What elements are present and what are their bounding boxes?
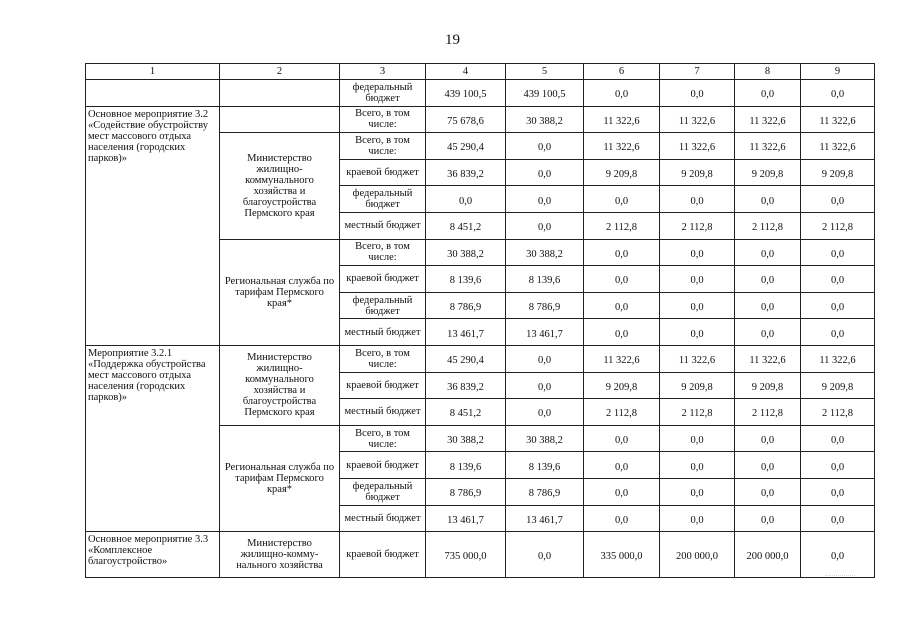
source-cell: Всего, в том числе: [340, 345, 426, 372]
source-cell: Всего, в том числе: [340, 106, 426, 133]
scan-artifact [825, 575, 855, 579]
value-cell: 11 322,6 [801, 133, 875, 160]
value-cell: 11 322,6 [660, 106, 735, 133]
source-cell: краевой бюджет [340, 372, 426, 399]
value-cell: 0,0 [801, 505, 875, 532]
value-cell: 0,0 [584, 80, 660, 107]
value-cell: 0,0 [506, 345, 584, 372]
column-header: 9 [801, 64, 875, 80]
value-cell: 0,0 [801, 266, 875, 293]
value-cell: 11 322,6 [801, 106, 875, 133]
value-cell: 8 786,9 [426, 292, 506, 319]
value-cell: 0,0 [735, 478, 801, 505]
executor-cell-empty [220, 106, 340, 133]
value-cell: 8 139,6 [426, 452, 506, 479]
value-cell: 8 786,9 [506, 292, 584, 319]
source-cell: местный бюджет [340, 399, 426, 426]
measure-cell: Основное мероприятие 3.2 «Содействие обустройству мест массового отдыха населения (городских парков)» [86, 106, 220, 345]
value-cell: 13 461,7 [426, 505, 506, 532]
value-cell: 0,0 [735, 425, 801, 452]
source-cell: местный бюджет [340, 319, 426, 346]
value-cell: 8 139,6 [506, 266, 584, 293]
executor-cell: Региональная служба по тарифам Пермского края* [220, 425, 340, 531]
value-cell: 8 786,9 [426, 478, 506, 505]
value-cell: 0,0 [801, 478, 875, 505]
value-cell: 11 322,6 [584, 345, 660, 372]
value-cell: 11 322,6 [584, 133, 660, 160]
value-cell: 0,0 [584, 478, 660, 505]
value-cell: 2 112,8 [801, 212, 875, 239]
value-cell: 30 388,2 [426, 425, 506, 452]
executor-cell: Министерство жилищно-коммунального хозяйства и благоустройства Пермского края [220, 133, 340, 239]
value-cell: 11 322,6 [584, 106, 660, 133]
source-cell: федеральный бюджет [340, 292, 426, 319]
value-cell: 335 000,0 [584, 532, 660, 578]
budget-table [85, 63, 875, 578]
value-cell: 0,0 [801, 425, 875, 452]
value-cell: 11 322,6 [660, 345, 735, 372]
value-cell: 0,0 [506, 186, 584, 213]
value-cell: 30 388,2 [506, 106, 584, 133]
value-cell: 0,0 [584, 266, 660, 293]
value-cell: 439 100,5 [506, 80, 584, 107]
value-cell: 0,0 [735, 186, 801, 213]
value-cell: 11 322,6 [801, 345, 875, 372]
source-cell: краевой бюджет [340, 266, 426, 293]
value-cell: 0,0 [506, 399, 584, 426]
measure-cell: Мероприятие 3.2.1 «Поддержка обустройства мест массового отдыха населения (городских парков)» [86, 345, 220, 531]
value-cell: 11 322,6 [735, 345, 801, 372]
value-cell: 9 209,8 [735, 372, 801, 399]
value-cell: 30 388,2 [506, 239, 584, 266]
column-header: 1 [86, 64, 220, 80]
table-row [86, 80, 875, 107]
source-cell: федеральный бюджет [340, 80, 426, 107]
value-cell: 9 209,8 [584, 372, 660, 399]
value-cell: 36 839,2 [426, 159, 506, 186]
value-cell: 2 112,8 [584, 399, 660, 426]
source-cell: местный бюджет [340, 505, 426, 532]
value-cell: 0,0 [801, 532, 875, 578]
value-cell: 30 388,2 [506, 425, 584, 452]
value-cell: 0,0 [660, 319, 735, 346]
value-cell: 735 000,0 [426, 532, 506, 578]
executor-cell: Министерство жилищно-коммунального хозяйства и благоустройства Пермского края [220, 345, 340, 425]
value-cell: 0,0 [735, 266, 801, 293]
value-cell: 45 290,4 [426, 345, 506, 372]
value-cell: 0,0 [584, 239, 660, 266]
value-cell: 9 209,8 [735, 159, 801, 186]
value-cell: 8 139,6 [506, 452, 584, 479]
value-cell: 0,0 [584, 186, 660, 213]
column-header: 8 [735, 64, 801, 80]
value-cell: 2 112,8 [660, 212, 735, 239]
value-cell: 8 451,2 [426, 399, 506, 426]
value-cell: 0,0 [584, 452, 660, 479]
value-cell: 2 112,8 [735, 212, 801, 239]
value-cell: 8 451,2 [426, 212, 506, 239]
value-cell: 9 209,8 [801, 159, 875, 186]
value-cell: 0,0 [584, 425, 660, 452]
source-cell: краевой бюджет [340, 159, 426, 186]
value-cell: 0,0 [584, 505, 660, 532]
value-cell: 13 461,7 [506, 505, 584, 532]
column-header: 3 [340, 64, 426, 80]
value-cell: 0,0 [660, 505, 735, 532]
value-cell: 0,0 [506, 212, 584, 239]
value-cell: 2 112,8 [660, 399, 735, 426]
value-cell: 0,0 [735, 319, 801, 346]
header-row [86, 64, 875, 80]
column-header: 2 [220, 64, 340, 80]
value-cell: 0,0 [801, 239, 875, 266]
value-cell: 0,0 [660, 186, 735, 213]
measure-cell: Основное мероприятие 3.3 «Комплексное благоустройство» [86, 532, 220, 578]
table-row [86, 106, 875, 133]
column-header: 5 [506, 64, 584, 80]
column-header: 7 [660, 64, 735, 80]
source-cell: Всего, в том числе: [340, 133, 426, 160]
value-cell: 0,0 [506, 133, 584, 160]
value-cell: 75 678,6 [426, 106, 506, 133]
value-cell: 0,0 [660, 266, 735, 293]
value-cell: 0,0 [801, 186, 875, 213]
value-cell: 2 112,8 [735, 399, 801, 426]
value-cell: 0,0 [735, 80, 801, 107]
column-header: 4 [426, 64, 506, 80]
value-cell: 8 139,6 [426, 266, 506, 293]
value-cell: 13 461,7 [426, 319, 506, 346]
value-cell: 13 461,7 [506, 319, 584, 346]
value-cell: 0,0 [801, 80, 875, 107]
source-cell: федеральный бюджет [340, 186, 426, 213]
value-cell: 200 000,0 [660, 532, 735, 578]
value-cell: 439 100,5 [426, 80, 506, 107]
value-cell: 45 290,4 [426, 133, 506, 160]
value-cell: 11 322,6 [660, 133, 735, 160]
value-cell: 0,0 [506, 159, 584, 186]
source-cell: местный бюджет [340, 212, 426, 239]
value-cell: 2 112,8 [801, 399, 875, 426]
value-cell: 0,0 [801, 452, 875, 479]
value-cell: 2 112,8 [584, 212, 660, 239]
executor-cell: Министерство жилищно-комму-нального хозяйства [220, 532, 340, 578]
value-cell: 0,0 [735, 505, 801, 532]
source-cell: федеральный бюджет [340, 478, 426, 505]
executor-cell: Региональная служба по тарифам Пермского края* [220, 239, 340, 345]
measure-cell-empty [86, 80, 220, 107]
value-cell: 0,0 [660, 425, 735, 452]
value-cell: 0,0 [660, 452, 735, 479]
source-cell: краевой бюджет [340, 452, 426, 479]
value-cell: 9 209,8 [584, 159, 660, 186]
value-cell: 9 209,8 [660, 372, 735, 399]
value-cell: 0,0 [506, 532, 584, 578]
source-cell: Всего, в том числе: [340, 425, 426, 452]
value-cell: 0,0 [584, 319, 660, 346]
table-row [86, 532, 875, 578]
executor-cell-empty [220, 80, 340, 107]
value-cell: 9 209,8 [660, 159, 735, 186]
value-cell: 36 839,2 [426, 372, 506, 399]
value-cell: 0,0 [735, 292, 801, 319]
value-cell: 30 388,2 [426, 239, 506, 266]
value-cell: 11 322,6 [735, 133, 801, 160]
value-cell: 0,0 [660, 478, 735, 505]
source-cell: Всего, в том числе: [340, 239, 426, 266]
value-cell: 200 000,0 [735, 532, 801, 578]
value-cell: 0,0 [735, 452, 801, 479]
value-cell: 0,0 [660, 292, 735, 319]
value-cell: 0,0 [660, 239, 735, 266]
source-cell: краевой бюджет [340, 532, 426, 578]
value-cell: 0,0 [426, 186, 506, 213]
value-cell: 0,0 [584, 292, 660, 319]
value-cell: 8 786,9 [506, 478, 584, 505]
value-cell: 11 322,6 [735, 106, 801, 133]
value-cell: 0,0 [660, 80, 735, 107]
value-cell: 9 209,8 [801, 372, 875, 399]
value-cell: 0,0 [801, 319, 875, 346]
value-cell: 0,0 [801, 292, 875, 319]
value-cell: 0,0 [506, 372, 584, 399]
value-cell: 0,0 [735, 239, 801, 266]
column-header: 6 [584, 64, 660, 80]
table-row [86, 345, 875, 372]
page-number: 19 [445, 32, 460, 48]
